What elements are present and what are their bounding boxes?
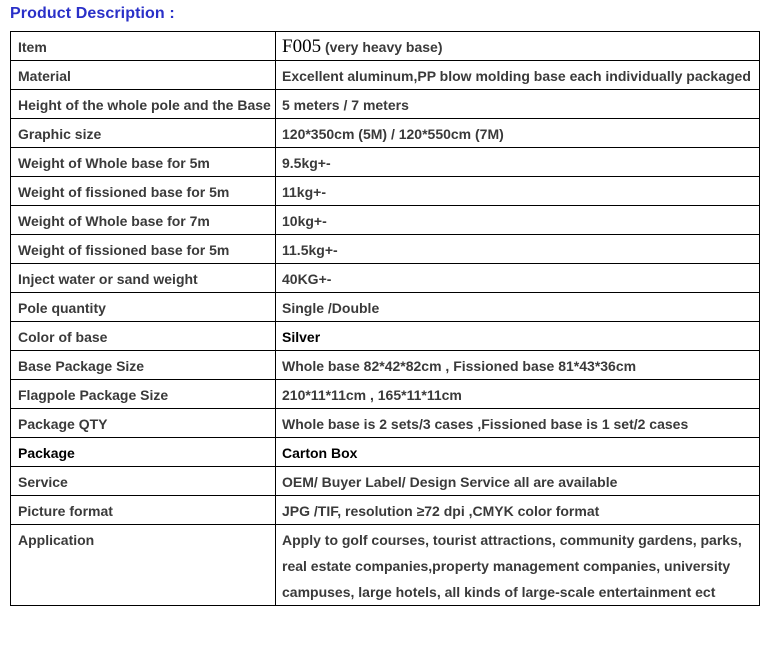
row-value: 120*350cm (5M) / 120*550cm (7M) [276, 119, 760, 148]
item-note: (very heavy base) [324, 39, 443, 55]
row-label: Package [11, 438, 276, 467]
table-row [11, 264, 760, 293]
table-row [11, 206, 760, 235]
row-value: 10kg+- [276, 206, 760, 235]
table-row [11, 32, 760, 61]
row-value: 11.5kg+- [276, 235, 760, 264]
row-value: JPG /TIF, resolution ≥72 dpi ,CMYK color format [276, 496, 760, 525]
table-row [11, 351, 760, 380]
table-row [11, 467, 760, 496]
row-label: Material [11, 61, 276, 90]
table-row [11, 119, 760, 148]
table-row [11, 61, 760, 90]
row-label: Weight of fissioned base for 5m [11, 177, 276, 206]
row-label: Color of base [11, 322, 276, 351]
row-label: Service [11, 467, 276, 496]
row-label: Graphic size [11, 119, 276, 148]
table-row [11, 148, 760, 177]
row-label: Application [11, 525, 276, 606]
table-row [11, 380, 760, 409]
row-label: Picture format [11, 496, 276, 525]
row-value: 40KG+- [276, 264, 760, 293]
table-row [11, 496, 760, 525]
row-label: Pole quantity [11, 293, 276, 322]
row-value: 210*11*11cm , 165*11*11cm [276, 380, 760, 409]
row-value: Single /Double [276, 293, 760, 322]
row-label: Height of the whole pole and the Base [11, 90, 276, 119]
row-value: 5 meters / 7 meters [276, 90, 760, 119]
row-label: Item [11, 32, 276, 61]
row-value: Excellent aluminum,PP blow molding base each individually packaged [276, 61, 760, 90]
page-title: Product Description : [10, 5, 175, 22]
table-row [11, 322, 760, 351]
row-value: Apply to golf courses, tourist attractions, community gardens, parks, real estate companies,property management companies, university campuses, large hotels, all kinds of large-scale entertainment ect [276, 525, 760, 606]
table-row [11, 409, 760, 438]
row-value: 9.5kg+- [276, 148, 760, 177]
product-spec-table [10, 31, 760, 606]
table-row [11, 177, 760, 206]
row-label: Weight of Whole base for 5m [11, 148, 276, 177]
table-row [11, 525, 760, 606]
row-value: Silver [276, 322, 760, 351]
row-label: Base Package Size [11, 351, 276, 380]
row-value: Carton Box [276, 438, 760, 467]
row-value: Whole base 82*42*82cm , Fissioned base 81*43*36cm [276, 351, 760, 380]
row-label: Weight of Whole base for 7m [11, 206, 276, 235]
row-value: 11kg+- [276, 177, 760, 206]
row-value [276, 32, 760, 61]
row-label: Flagpole Package Size [11, 380, 276, 409]
row-value: OEM/ Buyer Label/ Design Service all are available [276, 467, 760, 496]
row-label: Weight of fissioned base for 5m [11, 235, 276, 264]
table-row [11, 90, 760, 119]
table-row [11, 293, 760, 322]
row-label: Package QTY [11, 409, 276, 438]
item-code: F005 [282, 36, 322, 57]
table-row [11, 438, 760, 467]
row-value: Whole base is 2 sets/3 cases ,Fissioned base is 1 set/2 cases [276, 409, 760, 438]
row-label: Inject water or sand weight [11, 264, 276, 293]
table-row [11, 235, 760, 264]
